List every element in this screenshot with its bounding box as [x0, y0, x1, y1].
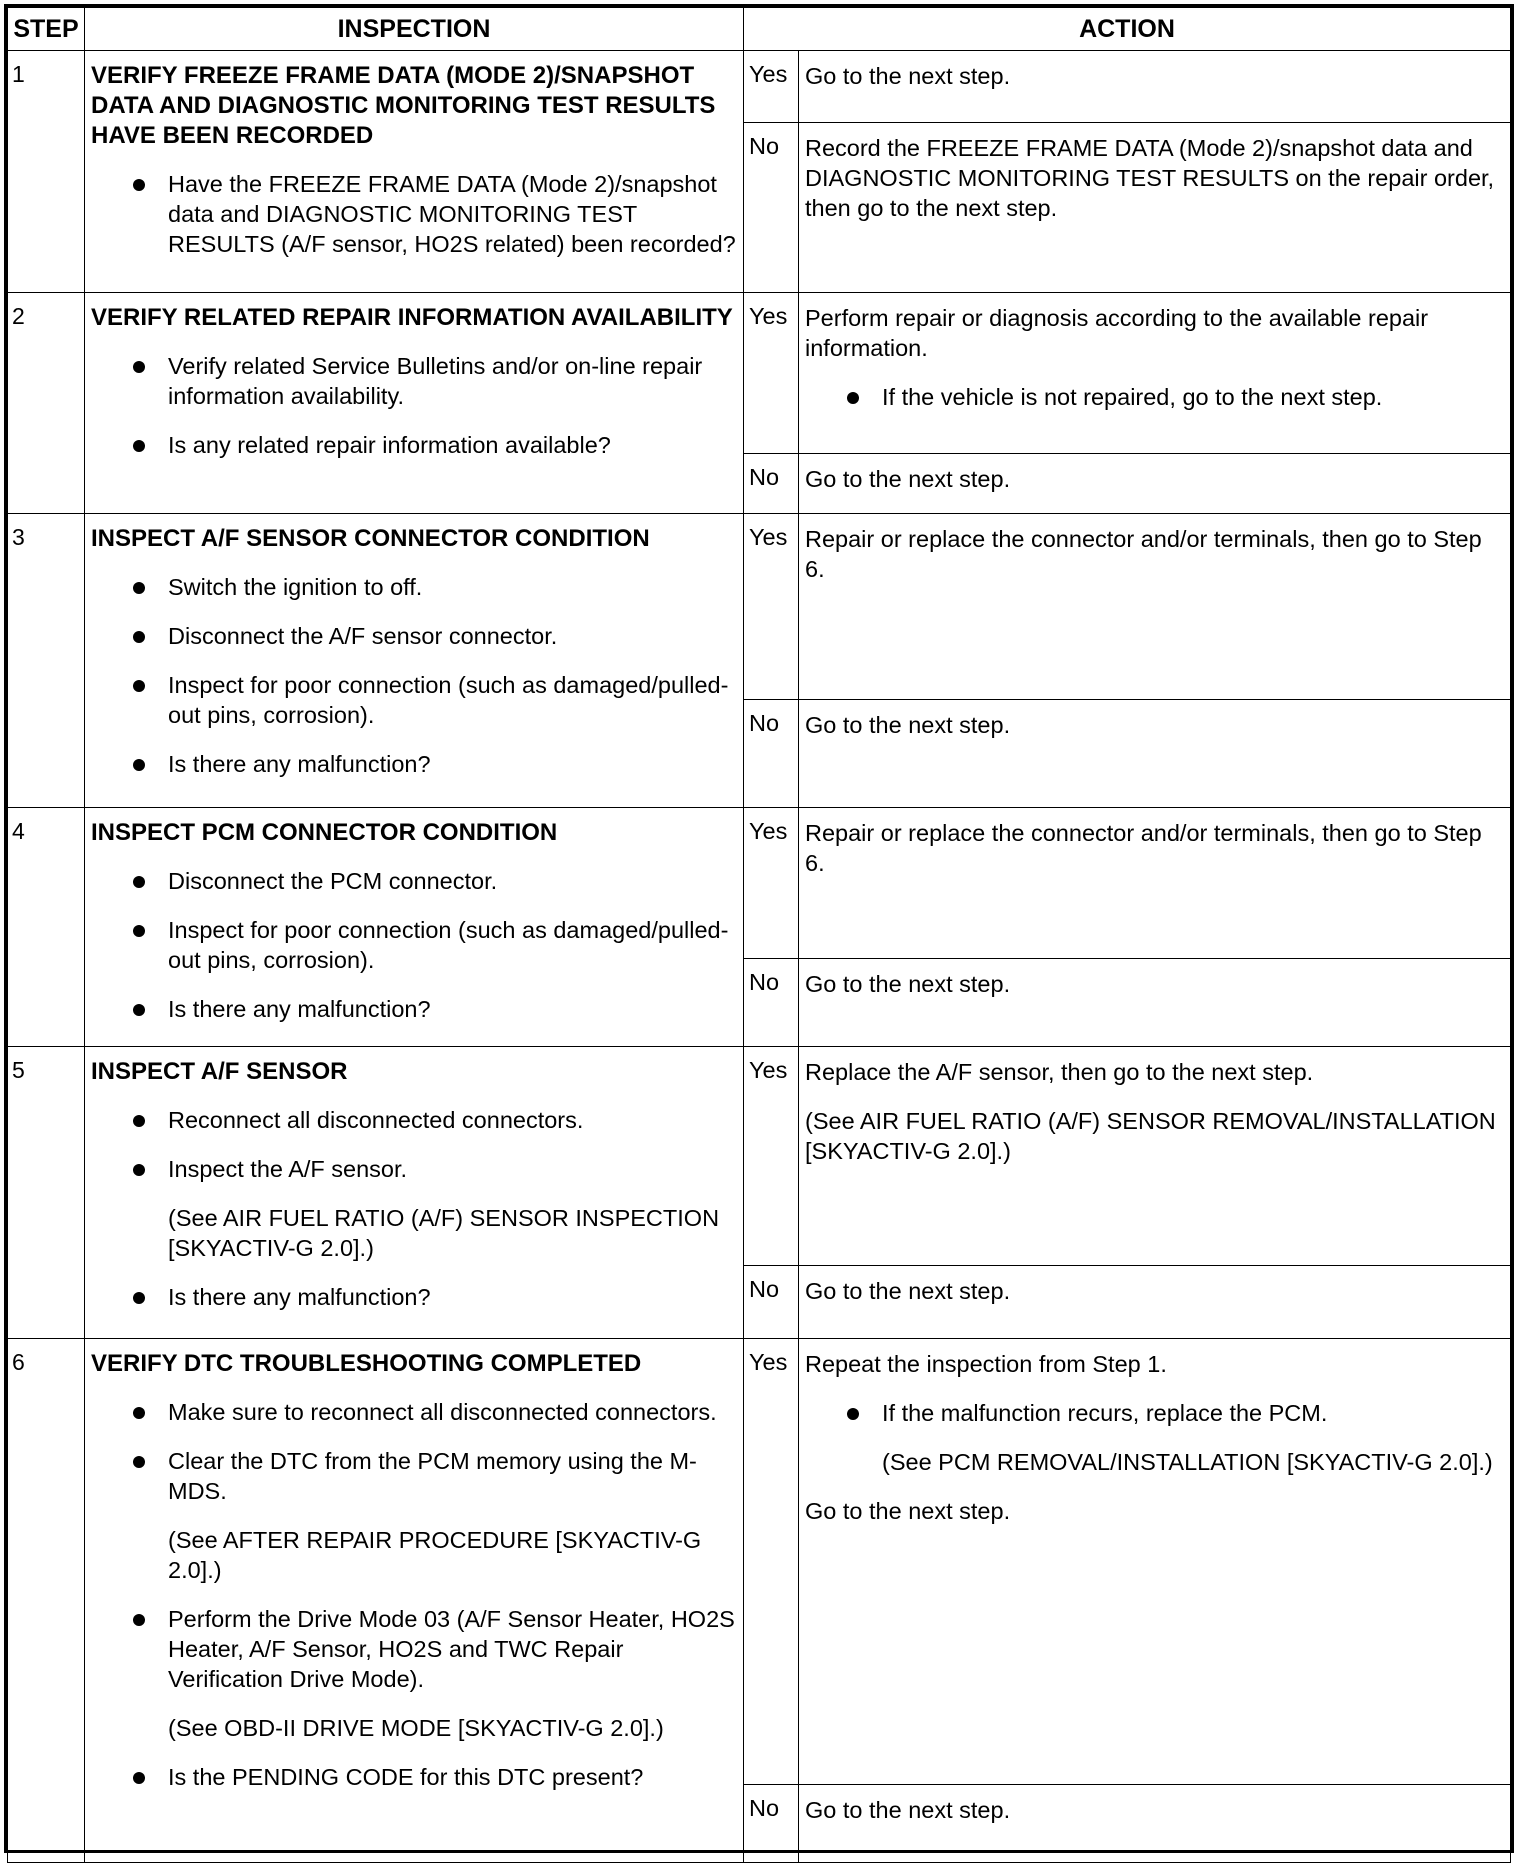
action-text: Go to the next step. — [805, 1797, 1011, 1823]
no-action — [799, 959, 1511, 1047]
yes-action — [799, 1339, 1511, 1785]
troubleshooting-table — [7, 7, 1511, 1863]
step-number: 1 — [8, 51, 85, 293]
action-text: Go to the next step. — [805, 63, 1011, 89]
header-inspection: INSPECTION — [85, 8, 744, 51]
no-action — [799, 454, 1511, 514]
action-text: Repair or replace the connector and/or terminals, then go to Step 6. — [805, 526, 1482, 582]
yes-action — [799, 51, 1511, 123]
step-number: 2 — [8, 293, 85, 514]
step-number: 6 — [8, 1339, 85, 1863]
inspection-item: Is there any malfunction? — [91, 994, 737, 1024]
action-text: Go to the next step. — [805, 712, 1011, 738]
inspection-item: Is the PENDING CODE for this DTC present? — [91, 1762, 737, 1792]
yes-label: Yes — [744, 1339, 799, 1785]
step-4-yes-row — [8, 808, 1511, 959]
no-action — [799, 123, 1511, 293]
step-5-inspection — [85, 1047, 744, 1339]
step-3-inspection — [85, 514, 744, 808]
reference-note: (See AIR FUEL RATIO (A/F) SENSOR REMOVAL/INSTALLATION [SKYACTIV-G 2.0].) — [805, 1108, 1496, 1164]
action-bullet: If the malfunction recurs, replace the PCM. — [805, 1398, 1502, 1428]
no-action — [799, 1785, 1511, 1863]
action-text: Go to the next step. — [805, 1498, 1011, 1524]
step-2-yes-row — [8, 293, 1511, 454]
step-1-inspection — [85, 51, 744, 293]
step-number: 5 — [8, 1047, 85, 1339]
step-title: VERIFY RELATED REPAIR INFORMATION AVAILABILITY — [91, 304, 733, 331]
step-4-inspection — [85, 808, 744, 1047]
inspection-item: Inspect the A/F sensor. — [91, 1154, 737, 1184]
step-6-yes-row — [8, 1339, 1511, 1785]
action-text: Repeat the inspection from Step 1. — [805, 1351, 1167, 1377]
no-label: No — [744, 700, 799, 808]
inspection-item: Verify related Service Bulletins and/or on-line repair information availability. — [91, 351, 737, 411]
inspection-item: Have the FREEZE FRAME DATA (Mode 2)/snapshot data and DIAGNOSTIC MONITORING TEST RESULTS (A/F sensor, HO2S related) been recorded? — [91, 169, 737, 259]
no-label: No — [744, 1785, 799, 1863]
inspection-item: Inspect for poor connection (such as damaged/pulled-out pins, corrosion). — [91, 670, 737, 730]
step-title: INSPECT PCM CONNECTOR CONDITION — [91, 819, 558, 846]
reference-note: (See AIR FUEL RATIO (A/F) SENSOR INSPECTION [SKYACTIV-G 2.0].) — [168, 1205, 720, 1261]
reference-note: (See OBD-II DRIVE MODE [SKYACTIV-G 2.0].) — [168, 1715, 664, 1741]
inspection-item: Clear the DTC from the PCM memory using the M-MDS. — [91, 1446, 737, 1506]
step-number: 4 — [8, 808, 85, 1047]
yes-label: Yes — [744, 51, 799, 123]
action-text: Go to the next step. — [805, 971, 1011, 997]
action-text: Replace the A/F sensor, then go to the next step. — [805, 1059, 1314, 1085]
yes-label: Yes — [744, 1047, 799, 1266]
inspection-item: Switch the ignition to off. — [91, 572, 737, 602]
no-label: No — [744, 959, 799, 1047]
yes-action — [799, 514, 1511, 700]
action-text: Perform repair or diagnosis according to the available repair information. — [805, 305, 1429, 361]
reference-note: (See PCM REMOVAL/INSTALLATION [SKYACTIV-G 2.0].) — [882, 1449, 1493, 1475]
no-label: No — [744, 123, 799, 293]
troubleshooting-table-frame — [4, 4, 1514, 1853]
step-title: INSPECT A/F SENSOR CONNECTOR CONDITION — [91, 525, 650, 552]
inspection-item: Perform the Drive Mode 03 (A/F Sensor Heater, HO2S Heater, A/F Sensor, HO2S and TWC Repair Verification Drive Mode). — [91, 1604, 737, 1694]
yes-action — [799, 293, 1511, 454]
step-5-yes-row — [8, 1047, 1511, 1266]
inspection-item: Is there any malfunction? — [91, 749, 737, 779]
no-action — [799, 700, 1511, 808]
inspection-item: Make sure to reconnect all disconnected connectors. — [91, 1397, 737, 1427]
header-step: STEP — [8, 8, 85, 51]
inspection-item: Is there any malfunction? — [91, 1282, 737, 1312]
step-title: VERIFY DTC TROUBLESHOOTING COMPLETED — [91, 1350, 642, 1377]
step-6-inspection — [85, 1339, 744, 1863]
yes-label: Yes — [744, 808, 799, 959]
inspection-item: Is any related repair information available? — [91, 430, 737, 460]
header-action: ACTION — [744, 8, 1511, 51]
inspection-item: Disconnect the A/F sensor connector. — [91, 621, 737, 651]
action-text: Go to the next step. — [805, 466, 1011, 492]
step-1-yes-row — [8, 51, 1511, 123]
step-title: INSPECT A/F SENSOR — [91, 1058, 348, 1085]
step-number: 3 — [8, 514, 85, 808]
inspection-item: Inspect for poor connection (such as damaged/pulled-out pins, corrosion). — [91, 915, 737, 975]
step-2-inspection — [85, 293, 744, 514]
inspection-item: Disconnect the PCM connector. — [91, 866, 737, 896]
action-bullet: If the vehicle is not repaired, go to the next step. — [805, 382, 1502, 412]
yes-action — [799, 808, 1511, 959]
reference-note: (See AFTER REPAIR PROCEDURE [SKYACTIV-G 2.0].) — [168, 1527, 702, 1583]
action-text: Go to the next step. — [805, 1278, 1011, 1304]
header-row — [8, 8, 1511, 51]
no-label: No — [744, 454, 799, 514]
action-text: Record the FREEZE FRAME DATA (Mode 2)/snapshot data and DIAGNOSTIC MONITORING TEST RESULTS on the repair order, then go to the next step. — [805, 135, 1495, 221]
no-action — [799, 1266, 1511, 1339]
yes-label: Yes — [744, 293, 799, 454]
step-title: VERIFY FREEZE FRAME DATA (MODE 2)/SNAPSHOT DATA AND DIAGNOSTIC MONITORING TEST RESULTS HAVE BEEN RECORDED — [91, 62, 716, 149]
inspection-item: Reconnect all disconnected connectors. — [91, 1105, 737, 1135]
step-3-yes-row — [8, 514, 1511, 700]
action-text: Repair or replace the connector and/or terminals, then go to Step 6. — [805, 820, 1482, 876]
no-label: No — [744, 1266, 799, 1339]
yes-action — [799, 1047, 1511, 1266]
yes-label: Yes — [744, 514, 799, 700]
